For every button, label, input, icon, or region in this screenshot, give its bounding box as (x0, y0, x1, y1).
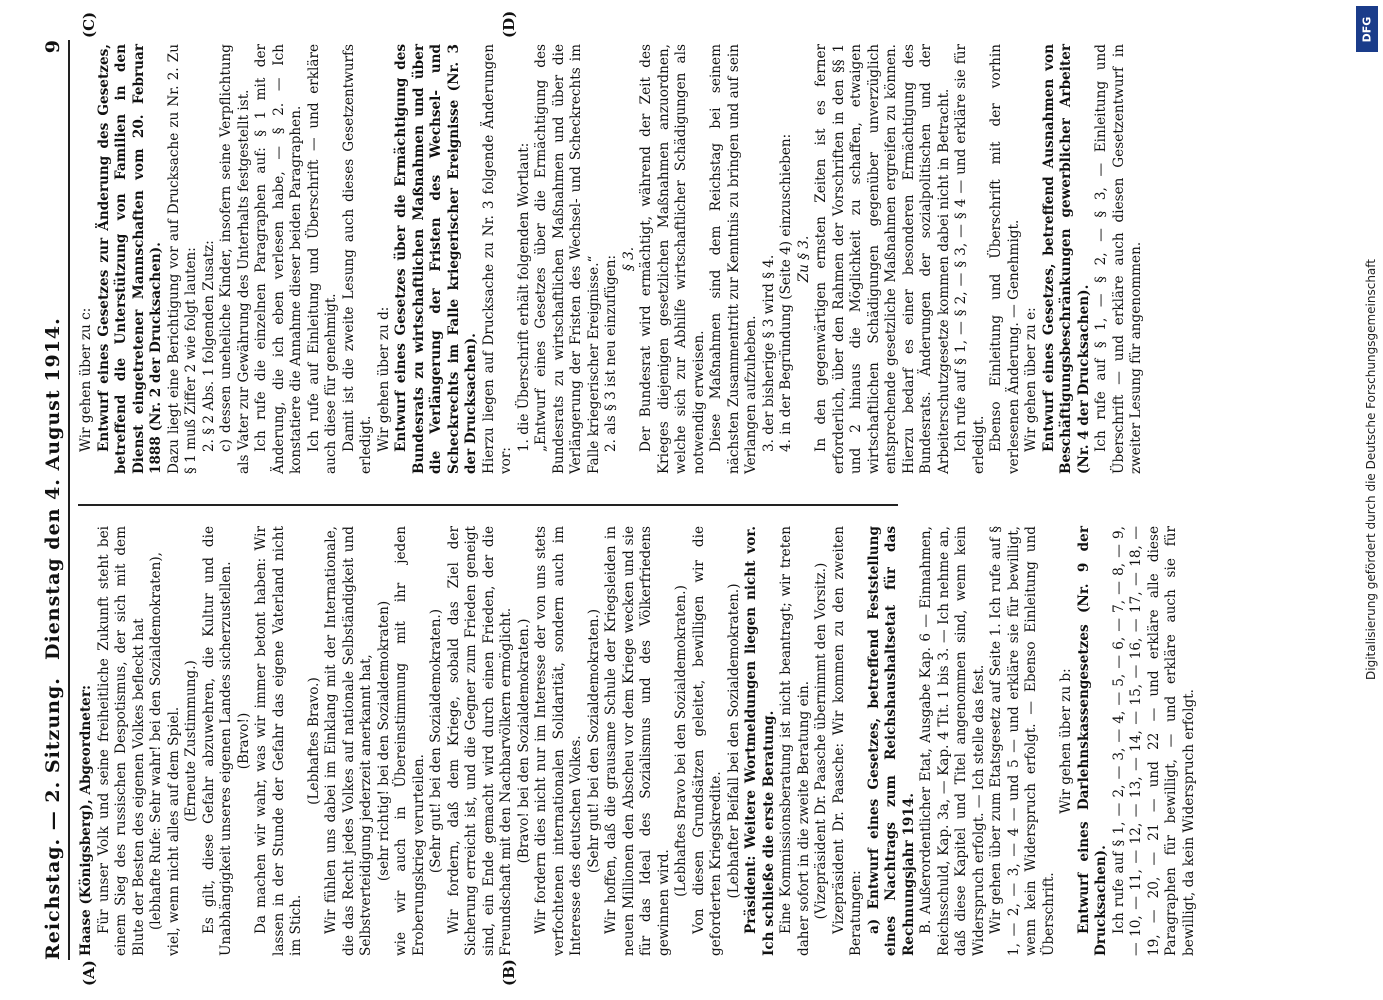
paragraph: 2. § 2 Abs. 1 folgenden Zusatz: (200, 240, 217, 452)
interjection: (Lebhafter Beifall bei den Sozialdemokraten.) (725, 583, 742, 899)
paragraph: „Entwurf eines Gesetzes über die Ermächtigung des Bundesrats zu wirtschaftlichen Maßnahmen und über die Verlängerung der Fristen des Wechsel- und Scheckrechts im Falle kriegerischer Ereignisse.“ (533, 44, 602, 474)
margin-label-b: (B) (500, 959, 518, 986)
paragraph: Wir fühlen uns dabei im Einklang mit der Internationale, die das Recht jedes Volkes auf nationale Selbständigkeit und Selbstverteidigung jederzeit anerkannt hat, (323, 526, 374, 956)
interjection: (Sehr gut! bei den Sozialdemokraten.) (428, 608, 444, 874)
paragraph: Für unser Volk und seine freiheitliche Zukunft steht bei einem Sieg des russischen Despotismus, der sich mit dem Blute der Besten des eigenen Volkes befleckt hat (95, 526, 147, 956)
bill-title: a) Entwurf eines Gesetzes, betreffend Feststellung eines Nachtrags zum Reichshaushaltsetat für das Rechnungsjahr 1914. (865, 526, 917, 956)
paragraph: 1. die Überschrift erhält folgenden Wortlaut: (515, 142, 532, 452)
page-number: 9 (42, 40, 64, 54)
paragraph: Eine Kommissionsberatung ist nicht beantragt; wir treten daher sofort in die zweite Beratung ein. (778, 526, 812, 956)
paragraph: Wir gehen über zu d: (375, 306, 392, 452)
page-header (36, 40, 70, 960)
paragraph: Damit ist die zweite Lesung auch dieses Gesetzentwurfs erledigt. (340, 44, 374, 474)
paragraph: viel, wenn nicht alles auf dem Spiel. (165, 706, 182, 956)
bill-title: Entwurf eines Gesetzes zur Änderung des Gesetzes, betreffend die Unterstützung von Familien in den Dienst eingetretener Mannschaften vom 20. Februar 1888 (Nr. 2 der Drucksachen). (95, 44, 164, 474)
paragraph: c) dessen uneheliche Kinder, insofern seine Verpflichtung als Vater zur Gewährung des Unterhalts festgestellt ist. (218, 44, 252, 474)
paragraph: Da machen wir wahr, was wir immer betont haben: Wir lassen in der Stunde der Gefahr das eigene Vaterland nicht im Stich. (253, 526, 304, 956)
margin-label-c: (C) (80, 11, 98, 38)
margin-label-a: (A) (80, 960, 98, 986)
paragraph: 2. als § 3 ist neu einzufügen: (603, 254, 619, 452)
bill-title: Entwurf eines Gesetzes über die Ermächtigung des Bundesrats zu wirtschaftlichen Maßnahmen und über die Verlängerung der Fristen des Wechsel- und Scheckrechts im Falle kriegerischer Ereignisse (Nr. 3 der Drucksachen). (393, 44, 479, 474)
digitization-credit-wrap (1360, 60, 1380, 960)
paragraph: Wir fordern, daß dem Kriege, sobald das Ziel der Sicherung erreicht ist, und die Gegner zum Frieden geneigt sind, ein Ende gemacht wird durch einen Frieden, der die Freundschaft mit den Nachbarvölkern ermöglicht. (445, 526, 514, 956)
interjection: (Bravo! bei den Sozialdemokraten.) (515, 618, 532, 864)
bill-title: Entwurf eines Gesetzes, betreffend Ausnahmen von Beschäftigungsbeschränkungen gewerblicher Arbeiter (Nr. 4 der Drucksachen). (1040, 44, 1092, 474)
paragraph: Der Bundesrat wird ermächtigt, während der Zeit des Krieges diejenigen gesetzlichen Maßnahmen anzuordnen, welche sich zur Abhilfe wirtschaftlicher Schädigungen als notwendig erweisen. (638, 44, 707, 474)
paragraph: B. Außerordentlicher Etat, Ausgabe Kap. 6 — Einnahmen, Reichsschuld, Kap. 3a, — Kap. 4 Tit. 1 bis 3. — Ich nehme an, daß diese Kapitel und Titel angenommen sind, wenn kein Widerspruch erfolgt. — Ich stelle das fest. (918, 526, 987, 956)
interjection: (Lebhaftes Bravo bei den Sozialdemokraten.) (673, 585, 689, 897)
interjection: (Lebhaftes Bravo.) (305, 677, 322, 805)
paragraph: Präsident: Weitere Wortmeldungen liegen nicht vor. Ich schließe die erste Beratung. (743, 526, 777, 956)
paragraph: Hierzu liegen auf Drucksache zu Nr. 3 folgende Änderungen vor: (480, 44, 514, 474)
header-session: Reichstag. — 2. Sitzung. (42, 677, 64, 960)
paragraph: Von diesen Grundsätzen geleitet, bewilligen wir die geforderten Kriegskredite. (690, 526, 724, 956)
column-divider (78, 504, 898, 506)
dfg-logo-text: DFG (1360, 16, 1374, 42)
interjection: (Vizepräsident Dr. Paasche übernimmt den Vorsitz.) (813, 562, 829, 920)
paragraph: Ich rufe die einzelnen Paragraphen auf: § 1 mit der Änderung, die ich eben verlesen habe, — § 2. — Ich konstatiere die Annahme dieser beiden Paragraphen. (253, 44, 304, 474)
paragraph: Ich rufe auf § 1, — § 2, — § 3, — § 4 — und erkläre sie für erledigt. (953, 44, 987, 474)
margin-label-d: (D) (500, 10, 518, 38)
interjection: (lebhafte Rufe: Sehr wahr! bei den Sozialdemokraten), (148, 551, 164, 931)
digitization-credit: Digitalisierung gefördert durch die Deutsche Forschungsgemeinschaft (1364, 258, 1378, 680)
paragraph: Dazu liegt eine Berichtigung vor auf Drucksache zu Nr. 2. Zu § 1 muß Ziffer 2 wie folgt lauten: (165, 44, 199, 474)
paragraph: Wir gehen über zu c: (78, 307, 94, 452)
paragraph: Wir gehen über zu e: (1023, 307, 1039, 452)
left-column (78, 526, 1197, 956)
interjection: (Sehr gut! bei den Sozialdemokraten.) (585, 608, 602, 874)
paragraph: 3. der bisherige § 3 wird § 4. (760, 254, 777, 452)
paragraph: Wir gehen über zum Etatsgesetz auf Seite 1. Ich rufe auf § 1, — 2, — 3, — 4 — und 5 — und erkläre sie für bewilligt, wenn kein Widerspruch erfolgt. — Ebenso Einleitung und Überschrift. (988, 526, 1057, 956)
dfg-logo (1356, 6, 1378, 52)
paragraph: Ich rufe auf § 1, — 2, — 3, — 4, — 5, — 6, — 7, — 8, — 9, — 10, — 11, — 12, — 13, — 14, — 15, — 16, — 17, — 18, — 19, — 20, — 21 — und 22 — und erkläre alle diese Paragraphen für bewilligt, — und erkläre auch sie für bewilligt, da kein Widerspruch erfolgt. (1110, 526, 1197, 956)
paragraph: Vizepräsident Dr. Paasche: Wir kommen zu den zweiten Beratungen: (830, 526, 864, 956)
paragraph: In den gegenwärtigen ernsten Zeiten ist es ferner erforderlich, über den Rahmen der Vorschriften in den §§ 1 und 2 hinaus die Möglichkeit zu schaffen, etwaigen wirtschaftlichen Schädigungen gegenüber unverzüglich entsprechende gesetzliche Maßnahmen ergreifen zu können. Hierzu bedarf es einer besonderen Ermächtigung des Bundesrats. Änderungen der sozialpolitischen und der Arbeiterschutzgesetze kommen dabei nicht in Betracht. (813, 44, 952, 474)
bill-title: Entwurf eines Darlehnskassengesetzes (Nr. 9 der Drucksachen). (1075, 526, 1109, 956)
interjection: (Erneute Zustimmung.) (183, 660, 199, 822)
paragraph: Diese Maßnahmen sind dem Reichstag bei seinem nächsten Zusammentritt zur Kenntnis zu bringen und auf sein Verlangen aufzuheben. (708, 44, 759, 474)
paragraph: Ich rufe auf § 1, — § 2, — § 3, — Einleitung und Überschrift — und erkläre auch diesen Gesetzentwurf in zweiter Lesung für angenommen. (1093, 44, 1144, 474)
speaker-line: Haase (Königsberg), Abgeordneter: (78, 684, 94, 956)
paragraph: Ich rufe auf Einleitung und Überschrift — und erkläre auch diese für genehmigt. (305, 44, 339, 474)
interjection: (sehr richtig! bei den Sozialdemokraten) (375, 600, 392, 882)
section-heading: Zu § 3. (795, 235, 812, 283)
paragraph: Es gilt, diese Gefahr abzuwehren, die Kultur und die Unabhängigkeit unseres eigenen Landes sicherzustellen. (200, 526, 234, 956)
interjection: (Bravo!) (235, 712, 252, 770)
paragraph: Wir fordern dies nicht nur im Interesse der von uns stets verfochtenen internationalen Solidarität, sondern auch im Interesse des deutschen Volkes. (533, 526, 584, 956)
paragraph: 4. in der Begründung (Seite 4) einzuschieben: (778, 133, 794, 452)
right-column (78, 44, 1144, 474)
header-date: Dienstag den 4. August 1914. (42, 317, 64, 660)
paragraph: wie wir auch in Übereinstimmung mit ihr jeden Eroberungskrieg verurteilen. (393, 526, 427, 956)
paragraph: Ebenso Einleitung und Überschrift mit der vorhin verlesenen Änderung. — Genehmigt. (988, 44, 1022, 474)
paragraph: Wir gehen über zu b: (1058, 668, 1074, 814)
section-heading: § 3. (620, 246, 637, 272)
paragraph: Wir hoffen, daß die grausame Schule der Kriegsleiden in neuen Millionen den Abscheu vor dem Kriege wecken und sie für das Ideal des Sozialismus und des Völkerfriedens gewinnen wird. (603, 526, 672, 956)
